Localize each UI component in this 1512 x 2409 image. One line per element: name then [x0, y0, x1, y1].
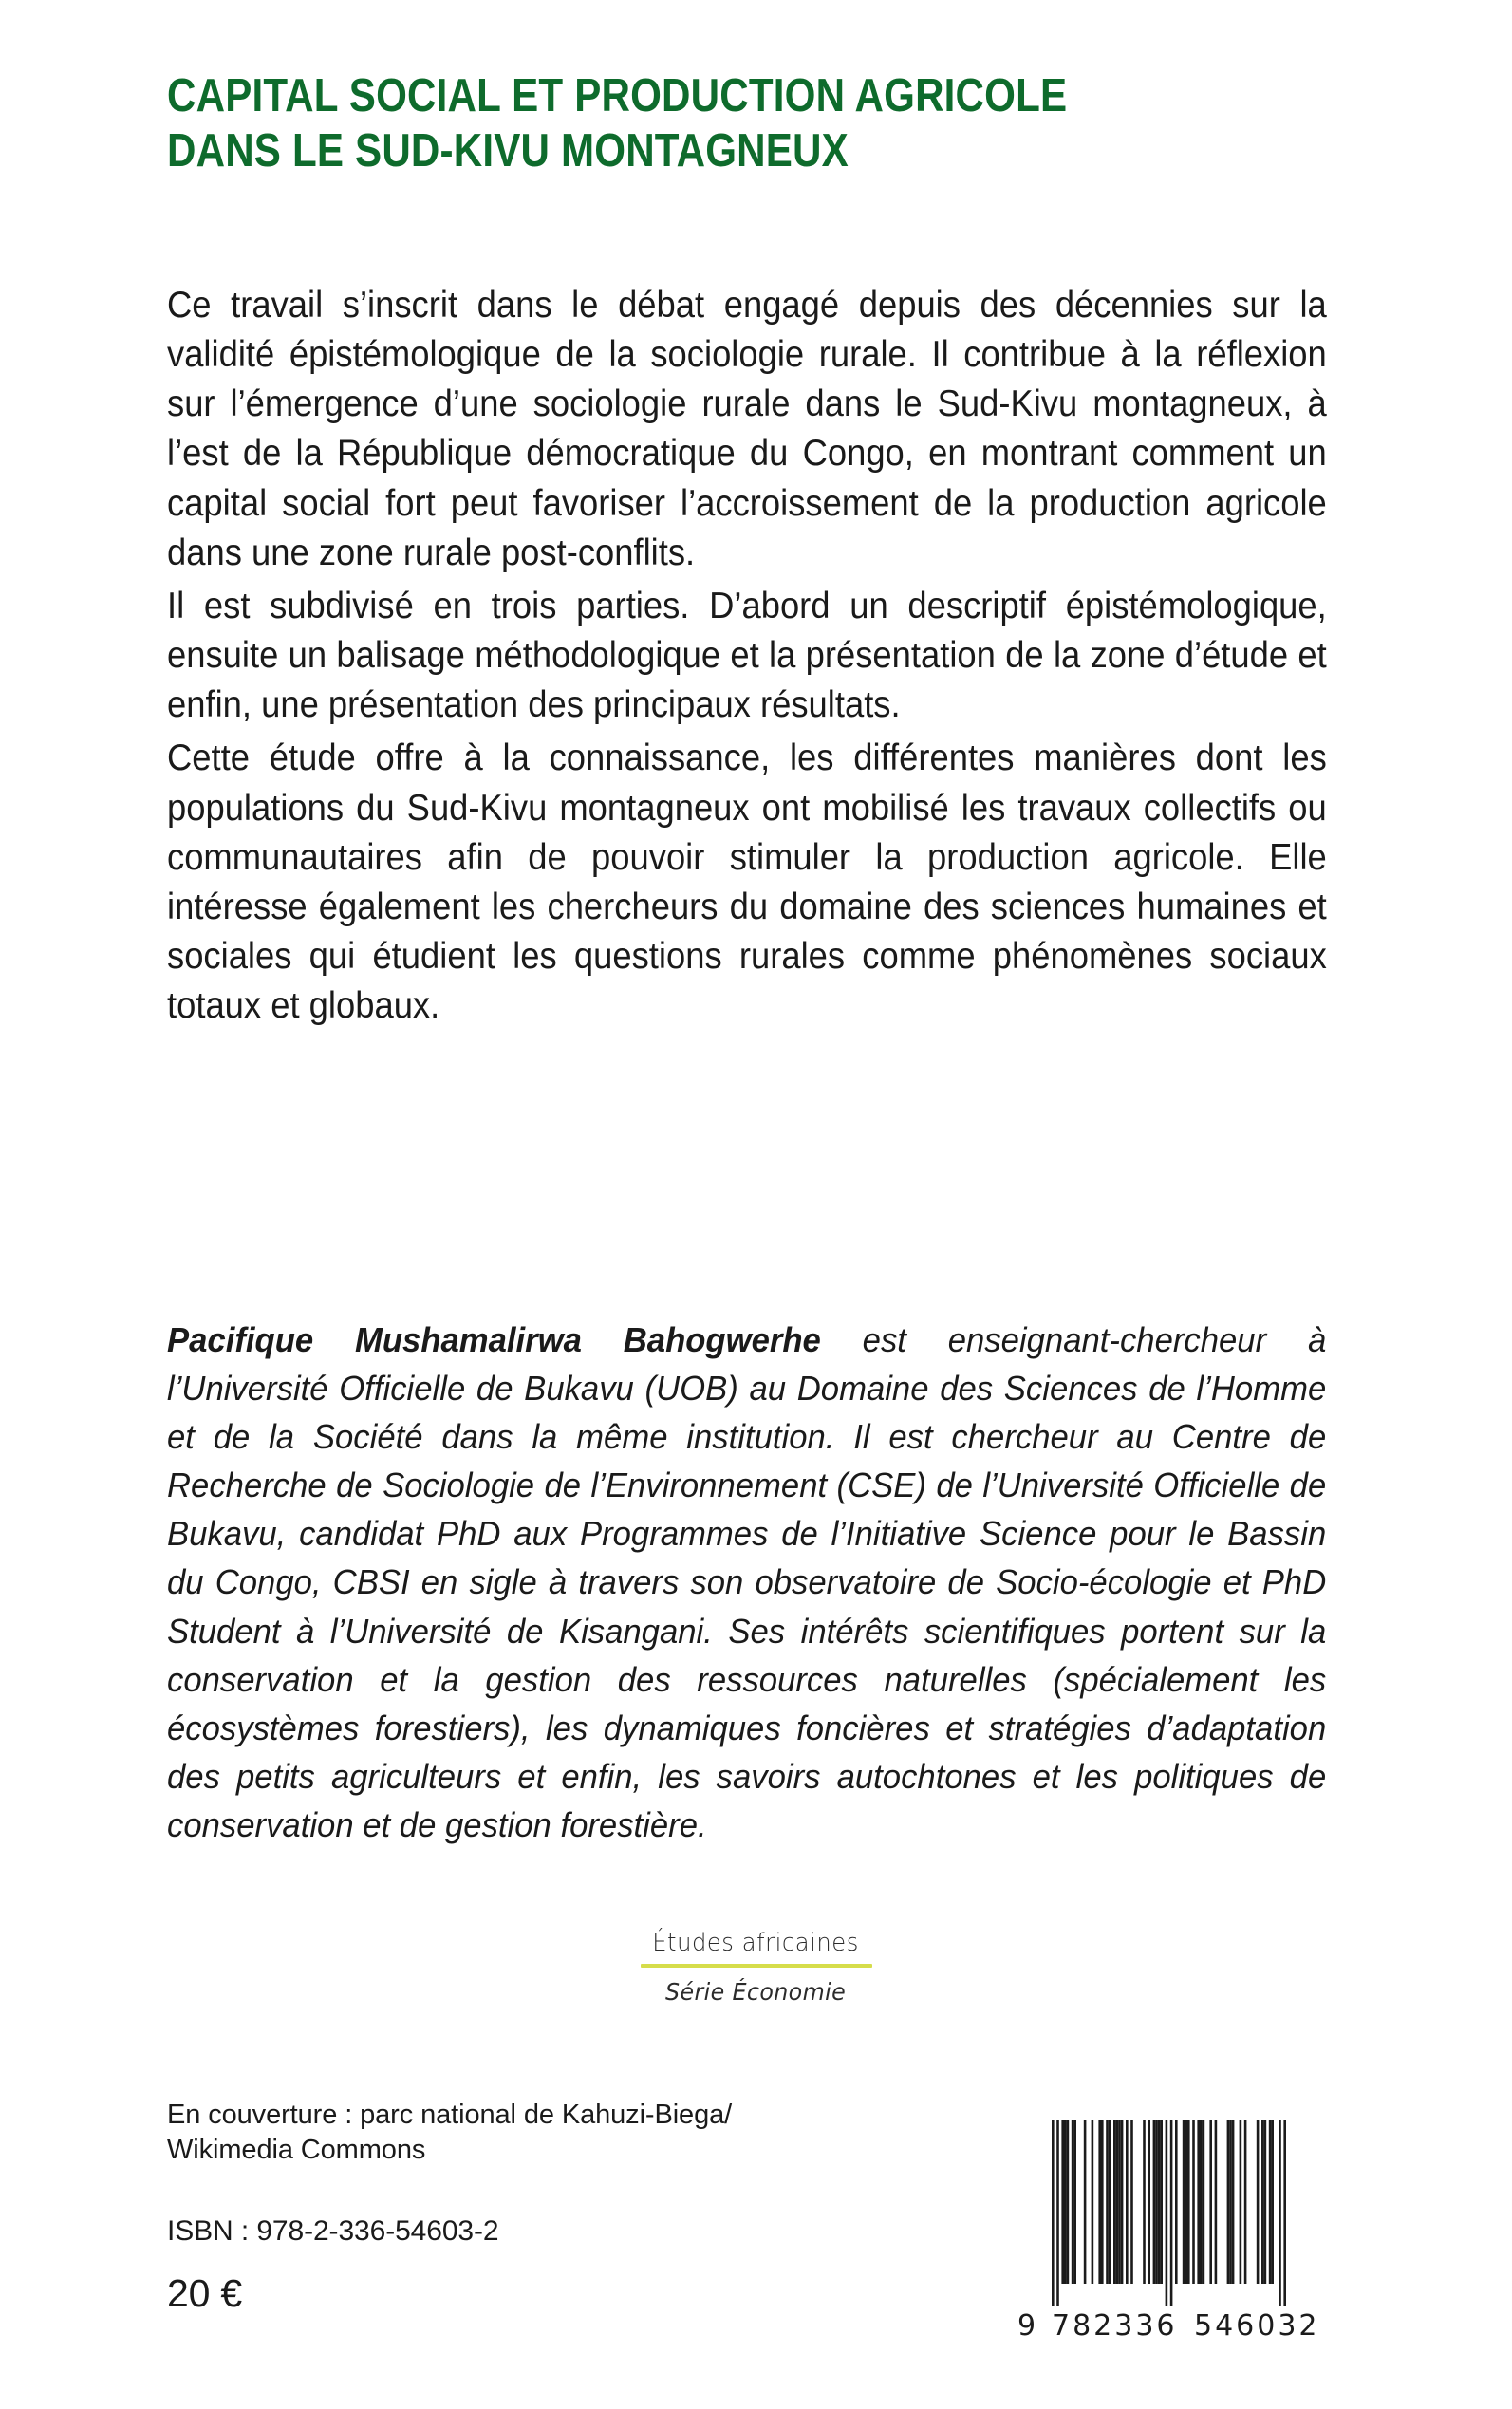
author-biography: [167, 1316, 1327, 1849]
collection-series: Série Économie: [665, 1978, 847, 2006]
blurb-paragraph: Cette étude offre à la connaissance, les différentes manières dont les populations du Sud-Kivu montagneux ont mobilisé les travaux collectifs ou communautaires afin de pouvoir stimuler la production agricole. Elle intéresse également les chercheurs du domaine des sciences humaines et sociales qui étudient les questions rurales comme phénomènes sociaux totaux et globaux.: [167, 738, 1327, 1027]
isbn-text: ISBN : 978-2-336-54603-2: [167, 2215, 499, 2247]
cover-credit-line-2: Wikimedia Commons: [167, 2134, 426, 2165]
blurb-text: [167, 281, 1327, 1031]
collection-mark: [0, 1929, 1512, 2006]
barcode-digits-left: 782336: [1052, 2309, 1178, 2343]
cover-credit-line-1: En couverture : parc national de Kahuzi-Biega/: [167, 2100, 733, 2130]
author-bio-paragraph: [167, 1316, 1326, 1849]
collection-name: Études africaines: [652, 1929, 860, 1957]
title-line-2: DANS LE SUD-KIVU MONTAGNEUX: [167, 125, 849, 177]
isbn-barcode: [1016, 2115, 1353, 2344]
blurb-paragraph: Ce travail s’inscrit dans le débat engagé depuis des décennies sur la validité épistémologique de la sociologie rurale. Il contribue à la réflexion sur l’émergence d’une sociologie rurale dans le Sud-Kivu montagneux, à l’est de la République démocratique du Congo, en montrant comment un capital social fort peut favoriser l’accroissement de la production agricole dans une zone rurale post-conflits.: [167, 285, 1327, 573]
barcode-digits-right: 546032: [1194, 2309, 1320, 2343]
barcode-graphic: [1016, 2115, 1353, 2344]
author-name: Pacifique Mushamalirwa Bahogwerhe: [167, 1320, 821, 1359]
author-bio-text: est enseignant-chercheur à l’Université Officielle de Bukavu (UOB) au Domaine des Sciences de l’Homme et de la Société dans la même institution. Il est chercheur au Centre de Recherche de Sociologie de l’Environnement (CSE) de l’Université Officielle de Bukavu, candidat PhD aux Programmes de l’Initiative Science pour le Bassin du Congo, CBSI en sigle à travers son observatoire de Socio-écologie et PhD Student à l’Université de Kisangani. Ses intérêts scientifiques portent sur la conservation et la gestion des ressources naturelles (spécialement les écosystèmes forestiers), les dynamiques foncières et stratégies d’adaptation des petits agriculteurs et enfin, les savoirs autochtones et les politiques de conservation et de gestion forestière.: [167, 1320, 1327, 1844]
price-text: 20 €: [167, 2271, 242, 2315]
title-line-1: CAPITAL SOCIAL ET PRODUCTION AGRICOLE: [167, 70, 1068, 121]
barcode-digit-prefix: 9: [1017, 2309, 1039, 2343]
cover-credit: [167, 2098, 888, 2167]
collection-rule: [641, 1964, 872, 1968]
blurb-paragraph: Il est subdivisé en trois parties. D’abord un descriptif épistémologique, ensuite un balisage méthodologique et la présentation de la zone d’étude et enfin, une présentation des principaux résultats.: [167, 585, 1327, 726]
page-title: [167, 68, 1287, 179]
